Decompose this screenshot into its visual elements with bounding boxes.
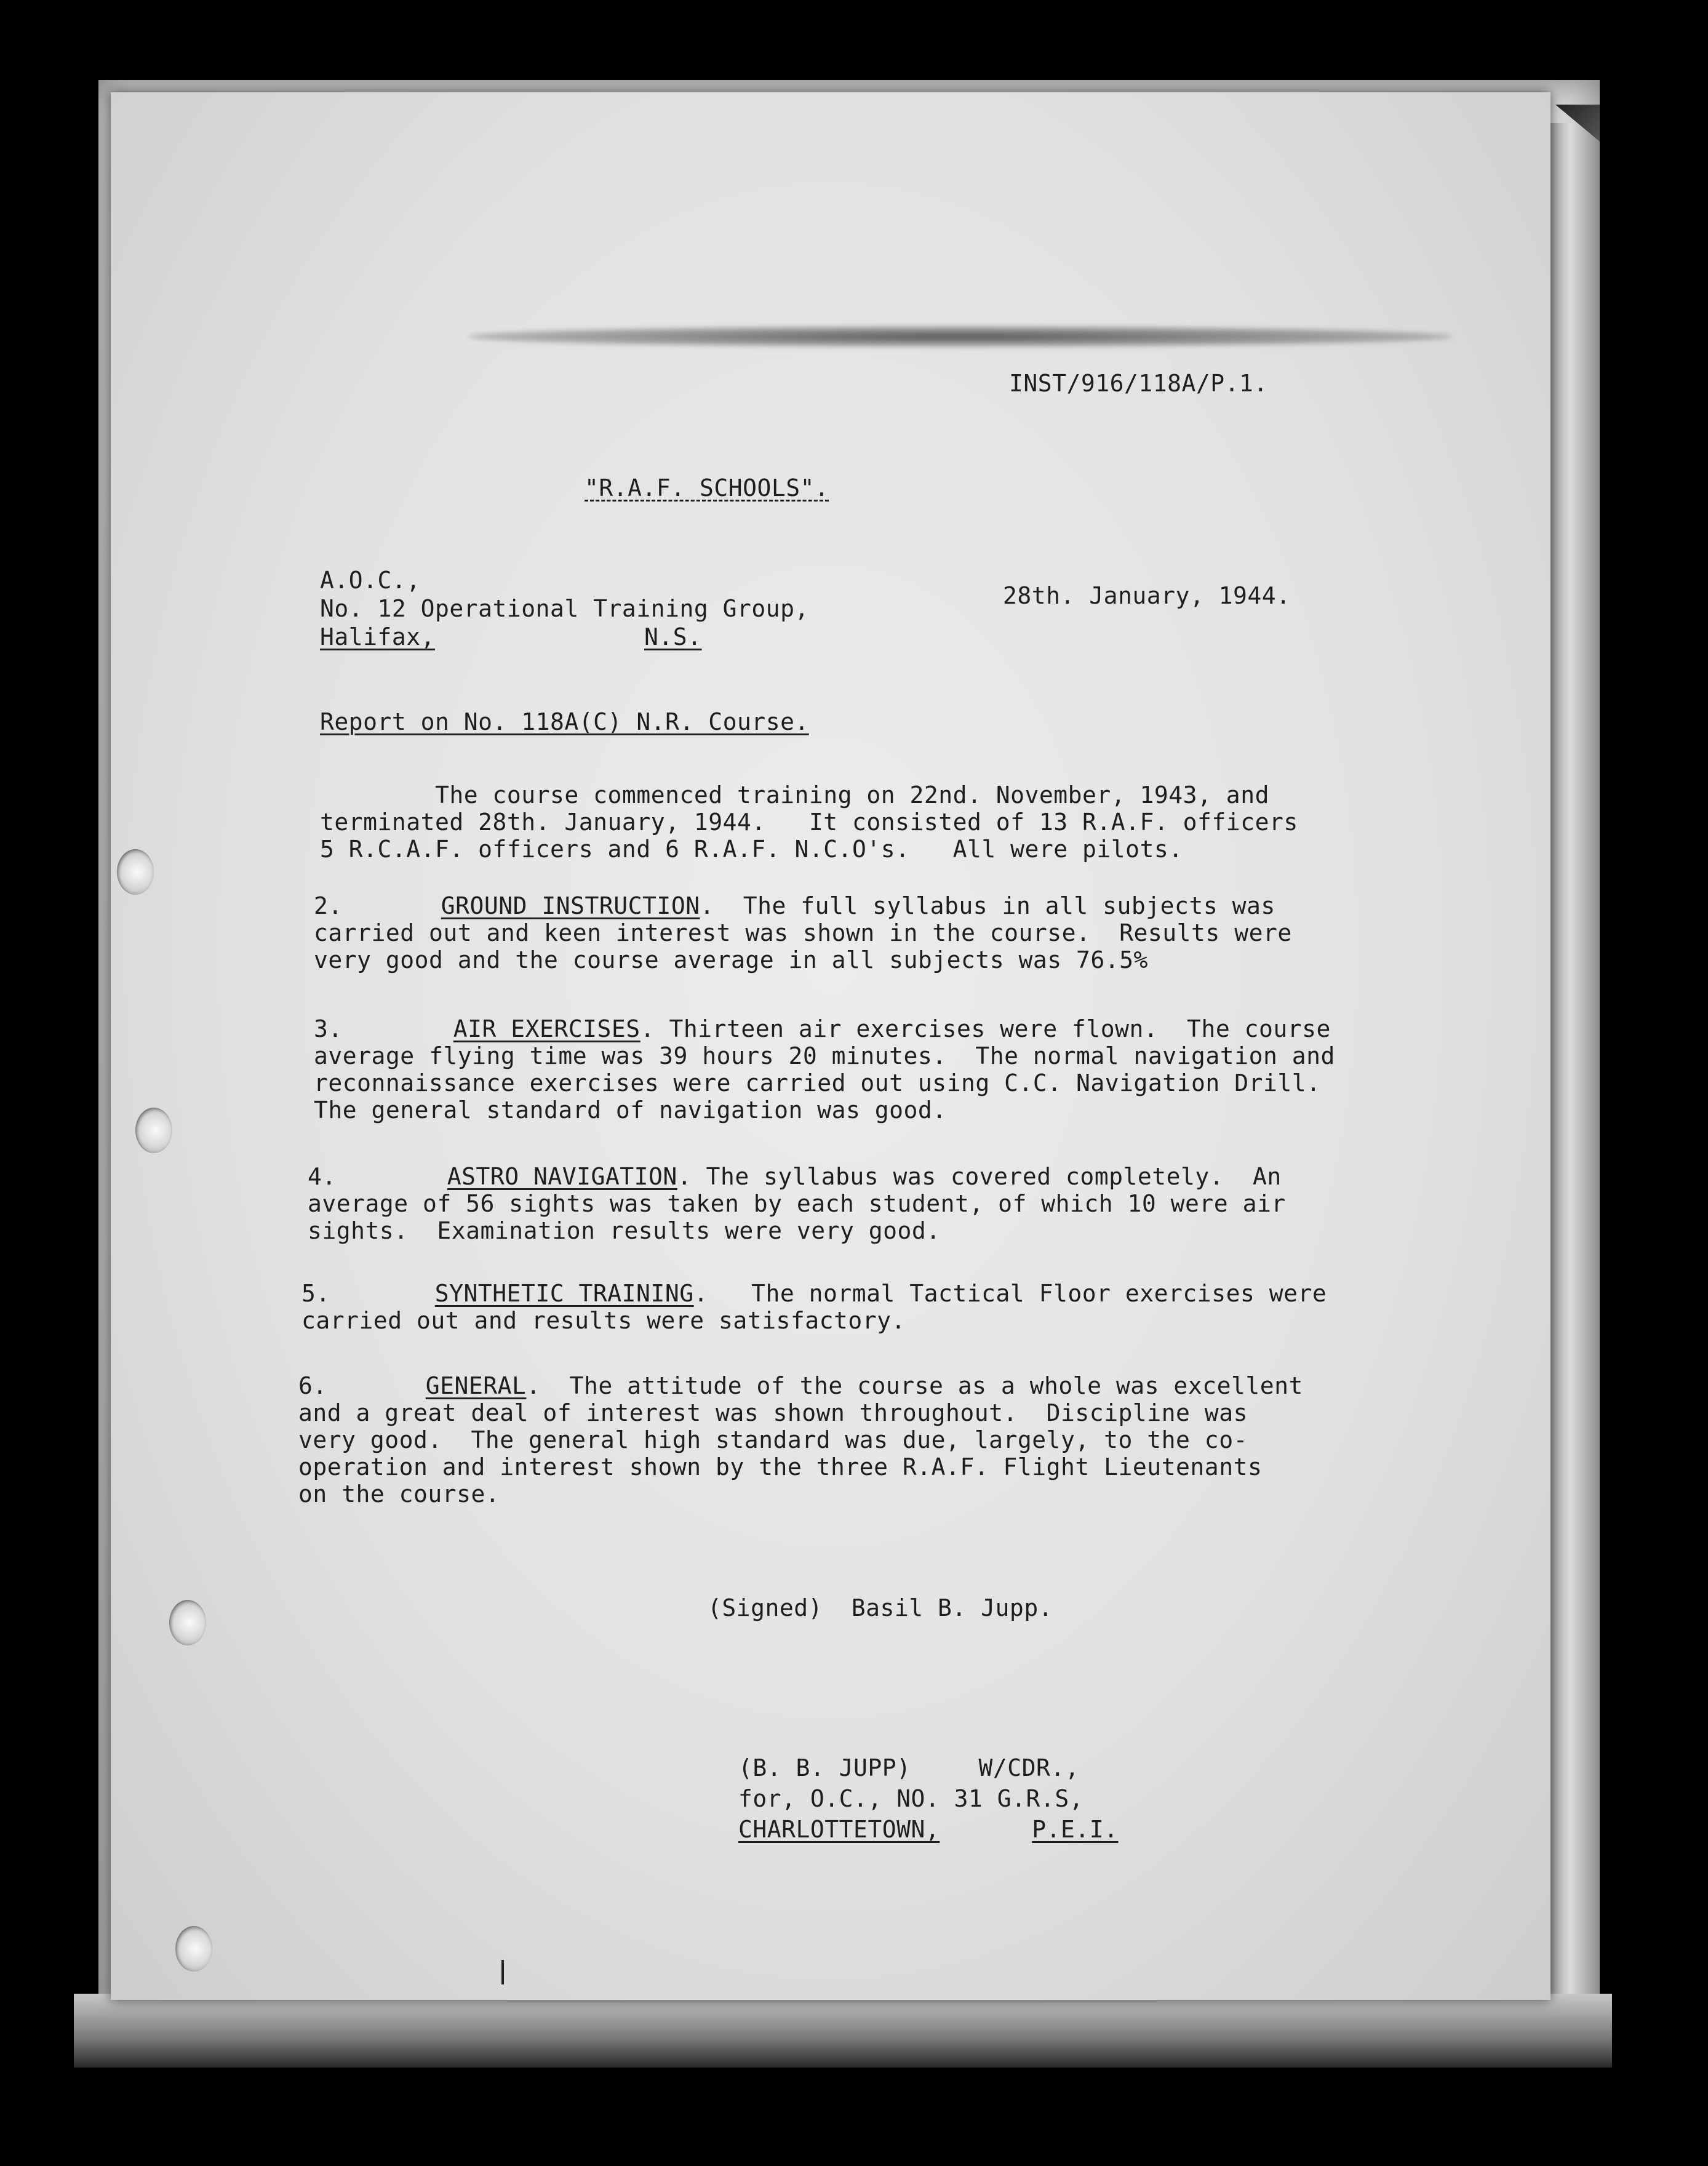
document-page: [111, 92, 1550, 2000]
section-line: carried out and results were satisfactory.: [301, 1307, 906, 1334]
section-title: ASTRO NAVIGATION: [447, 1163, 677, 1190]
section-line: Thirteen air exercises were flown. The course: [669, 1015, 1331, 1042]
addressee-province: N.S.: [644, 623, 702, 650]
signatory-line-3: [738, 1815, 1120, 1844]
signatory-name: (B. B. JUPP): [738, 1754, 911, 1781]
section-5: 5. SYNTHETIC TRAINING. The normal Tactical Floor exercises were carried out and results were satisfactory.: [301, 1280, 1327, 1334]
signatory-line-1: [738, 1754, 1079, 1782]
section-number: 6.: [298, 1372, 327, 1399]
section-line: The general standard of navigation was good.: [314, 1097, 947, 1124]
bottom-shadow-band: [74, 1994, 1612, 2068]
signatory-city: CHARLOTTETOWN,: [738, 1816, 940, 1843]
stray-mark: [501, 1960, 504, 1984]
addressee-line-1: A.O.C.,: [320, 567, 421, 594]
addressee-line-3: [320, 623, 824, 651]
section-line: very good and the course average in all subjects was 76.5%: [314, 946, 1148, 973]
section-title: GROUND INSTRUCTION: [441, 892, 700, 919]
section-line: The full syllabus in all subjects was: [743, 892, 1275, 919]
section-title: GENERAL: [425, 1372, 527, 1399]
intro-line: The course commenced training on 22nd. November, 1943, and: [320, 781, 1269, 809]
signatory-rank: W/CDR.,: [978, 1754, 1080, 1781]
back-sheet-edge: [1550, 123, 1600, 2031]
signatory-line-2: for, O.C., NO. 31 G.R.S,: [738, 1785, 1084, 1812]
tape-smear: [468, 326, 1452, 347]
punch-hole: [175, 1926, 212, 1972]
punch-hole: [135, 1108, 172, 1153]
section-4: 4. ASTRO NAVIGATION. The syllabus was covered completely. An average of 56 sights was taken by each student, of which 10 were air sights. Examination results were very good.: [308, 1163, 1286, 1244]
section-number: 3.: [314, 1015, 343, 1042]
section-line: reconnaissance exercises were carried out using C.C. Navigation Drill.: [314, 1069, 1321, 1097]
section-6: 6. GENERAL. The attitude of the course as a whole was excellent and a great deal of interest was shown throughout. Discipline was very good. The general high standard was due, largely, to the co- operation and interest shown by the three R.A.F. Flight Lieutenants on the course.: [298, 1372, 1303, 1508]
section-line: carried out and keen interest was shown in the course. Results were: [314, 919, 1292, 946]
section-line: sights. Examination results were very good.: [308, 1217, 941, 1244]
section-line: and a great deal of interest was shown throughout. Discipline was: [298, 1399, 1248, 1426]
reference-number: INST/916/118A/P.1.: [1009, 370, 1268, 397]
signatory-province: P.E.I.: [1032, 1816, 1119, 1843]
section-line: on the course.: [298, 1481, 500, 1508]
section-line: The syllabus was covered completely. An: [706, 1163, 1282, 1190]
section-line: The normal Tactical Floor exercises were: [751, 1280, 1327, 1307]
intro-paragraph: [320, 781, 1298, 863]
section-number: 4.: [308, 1163, 337, 1190]
section-title: SYNTHETIC TRAINING: [434, 1280, 694, 1307]
section-line: very good. The general high standard was due, largely, to the co-: [298, 1426, 1248, 1453]
section-line: average flying time was 39 hours 20 minutes. The normal navigation and: [314, 1042, 1335, 1069]
addressee-line-2: No. 12 Operational Training Group,: [320, 595, 809, 622]
section-line: average of 56 sights was taken by each student, of which 10 were air: [308, 1190, 1286, 1217]
section-title: AIR EXERCISES: [453, 1015, 640, 1042]
section-2: 2. GROUND INSTRUCTION. The full syllabus in all subjects was carried out and keen interest was shown in the course. Results were very good and the course average in all subjects was 76.5%: [314, 892, 1292, 973]
signature-line: (Signed) Basil B. Jupp.: [708, 1594, 1053, 1621]
document-date: 28th. January, 1944.: [1003, 582, 1291, 609]
report-subject: Report on No. 118A(C) N.R. Course.: [320, 708, 809, 735]
addressee-city: Halifax,: [320, 623, 436, 650]
section-line: The attitude of the course as a whole was excellent: [569, 1372, 1303, 1399]
section-number: 5.: [301, 1280, 330, 1307]
section-3: 3. AIR EXERCISES. Thirteen air exercises were flown. The course average flying time was 39 hours 20 minutes. The normal navigation and reconnaissance exercises were carried out using C.C. Navigation Drill. The general standard of navigation was good.: [314, 1015, 1335, 1124]
document-heading: "R.A.F. SCHOOLS".: [585, 474, 829, 502]
punch-hole: [169, 1600, 206, 1645]
section-line: operation and interest shown by the three R.A.F. Flight Lieutenants: [298, 1453, 1263, 1481]
intro-line: terminated 28th. January, 1944. It consisted of 13 R.A.F. officers: [320, 809, 1298, 836]
section-number: 2.: [314, 892, 343, 919]
intro-line: 5 R.C.A.F. officers and 6 R.A.F. N.C.O's. All were pilots.: [320, 836, 1183, 863]
punch-hole: [117, 849, 154, 895]
